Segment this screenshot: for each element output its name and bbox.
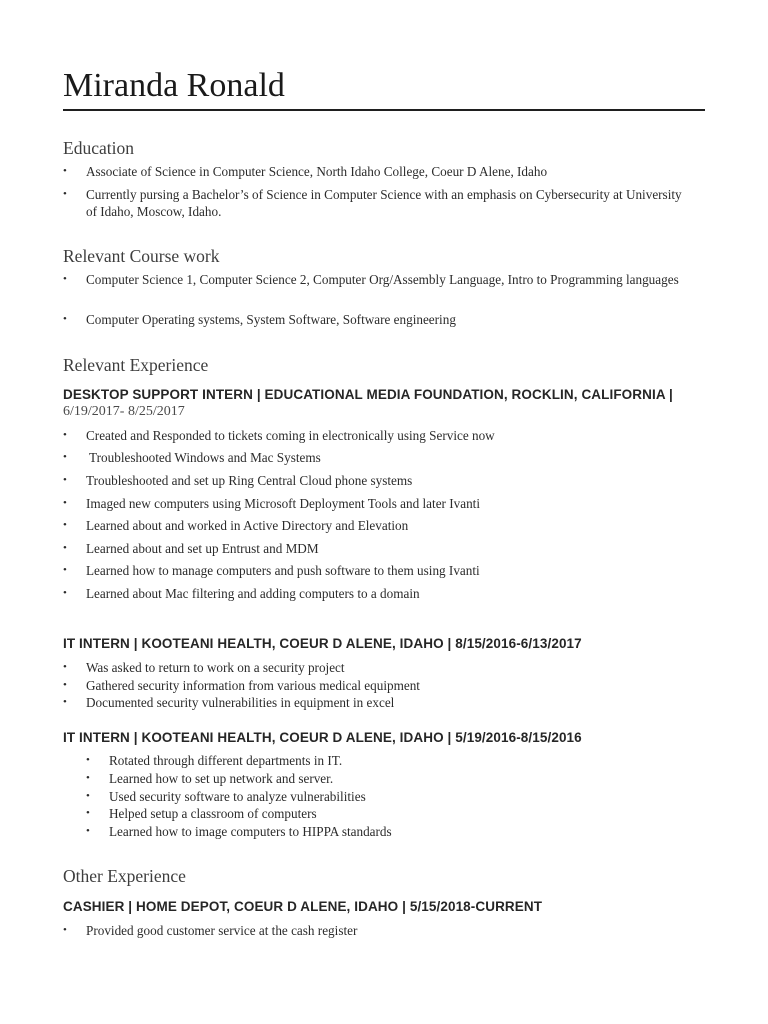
bullet-icon: • (63, 451, 67, 463)
job-title: DESKTOP SUPPORT INTERN | EDUCATIONAL MEDIA FOUNDATION, ROCKLIN, CALIFORNIA | (63, 387, 673, 402)
experience-item-text: Learned how to image computers to HIPPA standards (109, 824, 392, 839)
experience-item-text: Troubleshooted and set up Ring Central Cloud phone systems (86, 473, 413, 488)
job-title: IT INTERN | KOOTEANI HEALTH, COEUR D ALENE, IDAHO | 8/15/2016-6/13/2017 (63, 636, 582, 651)
experience-item-text: Provided good customer service at the cash register (86, 923, 358, 938)
experience-item (86, 823, 669, 840)
experience-item-text: Rotated through different departments in IT. (109, 753, 343, 768)
bullet-icon: • (63, 564, 67, 576)
experience-item-text: Created and Responded to tickets coming in electronically using Service now (86, 428, 495, 443)
education-item-text: Currently pursing a Bachelor’s of Science in Computer Science with an emphasis on Cybersecurity at University of Idaho, Moscow, Idaho. (86, 187, 682, 219)
experience-item (63, 449, 686, 466)
bullet-icon: • (63, 188, 67, 200)
job-title: IT INTERN | KOOTEANI HEALTH, COEUR D ALENE, IDAHO | 5/19/2016-8/15/2016 (63, 730, 582, 745)
experience-item (63, 540, 686, 557)
job-title: CASHIER | HOME DEPOT, COEUR D ALENE, IDAHO | 5/15/2018-CURRENT (63, 899, 543, 914)
coursework-item (63, 271, 686, 288)
bullet-icon: • (63, 313, 67, 325)
bullet-icon: • (86, 790, 90, 802)
job-date: 6/19/2017- 8/25/2017 (63, 404, 185, 419)
bullet-icon: • (63, 587, 67, 599)
experience-item (63, 922, 686, 939)
experience-item-text: Documented security vulnerabilities in equipment in excel (86, 695, 395, 710)
experience-item (86, 752, 669, 769)
experience-item (63, 472, 686, 489)
experience-item (63, 495, 686, 512)
experience-item-text: Learned how to manage computers and push software to them using Ivanti (86, 563, 480, 578)
experience-item (86, 805, 669, 822)
experience-item-text: Learned about and worked in Active Directory and Elevation (86, 518, 409, 533)
bullet-icon: • (86, 807, 90, 819)
bullet-icon: • (63, 661, 67, 673)
experience-item (63, 427, 686, 444)
bullet-icon: • (63, 429, 67, 441)
bullet-icon: • (63, 924, 67, 936)
bullet-icon: • (63, 696, 67, 708)
other-experience-heading: Other Experience (63, 866, 186, 886)
experience-item (63, 562, 686, 579)
relevant-experience-heading: Relevant Experience (63, 355, 209, 375)
experience-item (63, 694, 686, 711)
bullet-icon: • (86, 825, 90, 837)
resume-name: Miranda Ronald (63, 67, 285, 104)
coursework-heading: Relevant Course work (63, 246, 220, 266)
coursework-item-text: Computer Science 1, Computer Science 2, Computer Org/Assembly Language, Intro to Programming languages (86, 272, 679, 287)
education-item (63, 163, 686, 180)
experience-item (63, 517, 686, 534)
experience-item-text: Learned how to set up network and server. (109, 771, 334, 786)
experience-item-text: Troubleshooted Windows and Mac Systems (86, 450, 321, 465)
bullet-icon: • (63, 474, 67, 486)
bullet-icon: • (86, 754, 90, 766)
bullet-icon: • (63, 273, 67, 285)
experience-item (86, 788, 669, 805)
experience-item-text: Learned about and set up Entrust and MDM (86, 541, 319, 556)
experience-item-text: Imaged new computers using Microsoft Deployment Tools and later Ivanti (86, 496, 481, 511)
coursework-item-text: Computer Operating systems, System Software, Software engineering (86, 312, 456, 327)
education-heading: Education (63, 138, 134, 158)
experience-item (63, 585, 686, 602)
experience-item (86, 770, 669, 787)
bullet-icon: • (63, 542, 67, 554)
bullet-icon: • (63, 497, 67, 509)
bullet-icon: • (63, 679, 67, 691)
experience-item (63, 677, 686, 694)
experience-item-text: Learned about Mac filtering and adding computers to a domain (86, 586, 420, 601)
experience-item-text: Gathered security information from various medical equipment (86, 678, 420, 693)
experience-item-text: Was asked to return to work on a security project (86, 660, 345, 675)
experience-item-text: Used security software to analyze vulnerabilities (109, 789, 366, 804)
coursework-item (63, 311, 686, 328)
education-item-text: Associate of Science in Computer Science, North Idaho College, Coeur D Alene, Idaho (86, 164, 548, 179)
experience-item-text: Helped setup a classroom of computers (109, 806, 317, 821)
bullet-icon: • (63, 165, 67, 177)
bullet-icon: • (86, 772, 90, 784)
education-item (63, 186, 686, 220)
bullet-icon: • (63, 519, 67, 531)
header-rule (63, 109, 705, 111)
experience-item (63, 659, 686, 676)
